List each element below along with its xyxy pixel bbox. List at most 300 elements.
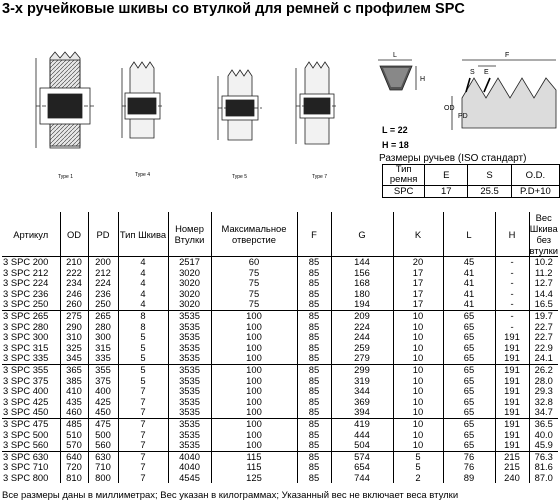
table-cell: 60	[211, 257, 297, 268]
table-cell: 100	[211, 397, 297, 408]
table-cell: 236	[88, 289, 118, 300]
table-cell: 710	[88, 462, 118, 473]
table-cell: 3 SPC 280	[3, 321, 49, 332]
belt-height-value: H = 18	[382, 140, 409, 150]
column-header: Тип Шкива	[118, 212, 168, 257]
groove-cell: 25.5	[468, 186, 512, 198]
table-row	[2, 364, 558, 375]
table-cell: 10	[393, 322, 443, 333]
table-cell: 85	[297, 310, 331, 321]
table-cell: 85	[297, 407, 331, 418]
table-cell: 5	[118, 343, 168, 354]
table-cell: 81.6	[529, 462, 558, 473]
table-cell: 3 SPC 400	[3, 386, 49, 397]
table-cell: 3 SPC 375	[3, 375, 49, 386]
table-cell: 3 SPC 224	[3, 278, 49, 289]
table-cell: 144	[331, 257, 393, 268]
table-cell: 191	[495, 397, 529, 408]
table-cell: 180	[331, 289, 393, 300]
table-cell: 4	[118, 257, 168, 268]
table-cell: 3535	[168, 430, 211, 441]
footnote: Все размеры даны в миллиметрах; Вес указан в килограммах; Указанный вес не включает веса втулки	[2, 490, 459, 501]
table-cell: 2	[393, 473, 443, 484]
table-cell: 345	[60, 353, 88, 364]
table-cell: 65	[443, 397, 495, 408]
groove-S-letter: S	[470, 69, 475, 76]
table-cell: 344	[331, 386, 393, 397]
table-cell: 10	[393, 310, 443, 321]
table-row	[2, 353, 558, 364]
table-cell: 500	[88, 430, 118, 441]
groove-header-cell: E	[425, 165, 468, 186]
table-cell: 100	[211, 343, 297, 354]
table-cell: 10	[393, 407, 443, 418]
column-header: OD	[60, 212, 88, 257]
table-cell: 65	[443, 322, 495, 333]
table-cell: 410	[60, 386, 88, 397]
table-cell: 4	[118, 289, 168, 300]
table-cell: 279	[331, 353, 393, 364]
table-cell: 444	[331, 430, 393, 441]
table-cell: 4	[118, 278, 168, 289]
table-cell: 335	[88, 353, 118, 364]
table-row	[2, 278, 558, 289]
table-cell: 400	[88, 386, 118, 397]
table-cell: 75	[211, 268, 297, 279]
table-cell: 28.0	[529, 376, 558, 387]
table-cell: 85	[297, 451, 331, 462]
table-cell: 720	[60, 462, 88, 473]
table-cell: 3535	[168, 353, 211, 364]
table-cell: 85	[297, 299, 331, 310]
belt-length-value: L = 22	[382, 125, 408, 135]
groove-header-cell: O.D.	[511, 165, 559, 186]
table-cell: 10	[393, 397, 443, 408]
table-cell: 191	[495, 440, 529, 451]
table-row	[2, 386, 558, 397]
table-cell: 435	[60, 397, 88, 408]
belt-profile-drawing	[378, 60, 416, 90]
table-cell: 85	[297, 322, 331, 333]
groove-F-letter: F	[505, 52, 510, 59]
belt-L-letter: L	[393, 52, 397, 59]
table-cell: 41	[443, 299, 495, 310]
table-cell: 41	[443, 289, 495, 300]
column-header: Вес Шкива без втулки	[529, 212, 558, 256]
table-cell: 100	[211, 332, 297, 343]
table-cell: 65	[443, 332, 495, 343]
table-cell: 3 SPC 250	[3, 299, 49, 310]
groove-table	[382, 164, 560, 198]
table-cell: 355	[88, 364, 118, 375]
table-cell: 10	[393, 386, 443, 397]
table-cell: 5	[393, 462, 443, 473]
table-cell: 240	[495, 473, 529, 484]
table-row	[2, 397, 558, 408]
table-cell: 17	[393, 268, 443, 279]
table-cell: 3 SPC 300	[3, 332, 49, 343]
table-cell: 210	[60, 257, 88, 268]
table-cell: 3535	[168, 397, 211, 408]
table-cell: 191	[495, 407, 529, 418]
table-cell: 630	[88, 451, 118, 462]
table-cell: 10	[393, 332, 443, 343]
table-cell: 560	[88, 440, 118, 451]
groove-header-cell: Тип ремня	[383, 165, 425, 186]
table-cell: 246	[60, 289, 88, 300]
table-cell: 7	[118, 440, 168, 451]
table-cell: 3 SPC 200	[3, 256, 49, 267]
table-cell: 744	[331, 473, 393, 484]
table-cell: 85	[297, 397, 331, 408]
column-header: Артикул	[2, 212, 60, 257]
table-cell: 75	[211, 299, 297, 310]
table-cell: 290	[60, 322, 88, 333]
pulley-type-5-drawing	[218, 70, 262, 140]
table-cell: 5	[393, 451, 443, 462]
table-cell: 800	[88, 473, 118, 484]
table-cell: 100	[211, 440, 297, 451]
table-row	[2, 462, 558, 473]
table-cell: 215	[495, 451, 529, 462]
table-cell: 17	[393, 289, 443, 300]
table-cell: 87.0	[529, 473, 558, 484]
table-cell: 319	[331, 376, 393, 387]
table-cell: 7	[118, 473, 168, 484]
table-cell: 3 SPC 630	[2, 451, 60, 462]
table-cell: 41	[443, 278, 495, 289]
groove-data-row	[383, 186, 560, 198]
table-cell: 234	[60, 278, 88, 289]
groove-header-row	[383, 165, 560, 186]
table-cell: 125	[211, 473, 297, 484]
table-cell: -	[495, 268, 529, 279]
column-header: F	[297, 212, 331, 257]
table-cell: 3020	[168, 299, 211, 310]
table-cell: 310	[60, 332, 88, 343]
table-cell: 8	[118, 322, 168, 333]
table-cell: 34.7	[529, 407, 558, 418]
table-cell: 3535	[168, 343, 211, 354]
table-cell: 14.4	[529, 289, 558, 300]
table-row	[2, 376, 558, 387]
table-cell: 3 SPC 355	[2, 364, 60, 375]
table-cell: 85	[297, 376, 331, 387]
table-cell: 3535	[168, 322, 211, 333]
table-cell: 4545	[168, 473, 211, 484]
table-cell: 3 SPC 710	[3, 462, 49, 473]
table-cell: 280	[88, 322, 118, 333]
table-cell: 5	[118, 353, 168, 364]
table-cell: 40.0	[529, 430, 558, 441]
table-cell: 17	[393, 299, 443, 310]
type-1-caption: Type 1	[58, 174, 74, 180]
table-cell: 215	[495, 462, 529, 473]
table-cell: 85	[297, 364, 331, 375]
table-cell: 3 SPC 236	[3, 288, 49, 299]
table-cell: 65	[443, 343, 495, 354]
table-cell: 65	[443, 364, 495, 375]
table-row	[2, 257, 558, 268]
table-cell: 85	[297, 343, 331, 354]
table-cell: 36.5	[529, 418, 558, 429]
pulley-type-1-drawing	[36, 52, 95, 148]
groove-cell: 17	[425, 186, 468, 198]
table-cell: 85	[297, 462, 331, 473]
table-cell: 65	[443, 310, 495, 321]
table-cell: 3020	[168, 278, 211, 289]
table-cell: 194	[331, 299, 393, 310]
table-cell: 10	[393, 418, 443, 429]
pulley-type-4-drawing	[122, 62, 164, 138]
table-cell: 3 SPC 560	[3, 440, 49, 451]
table-cell: 12.7	[529, 278, 558, 289]
table-cell: 10	[393, 343, 443, 354]
table-cell: 100	[211, 376, 297, 387]
table-cell: 299	[331, 364, 393, 375]
table-cell: 212	[88, 268, 118, 279]
table-cell: 3 SPC 425	[3, 396, 49, 407]
table-cell: 485	[60, 418, 88, 429]
table-cell: 504	[331, 440, 393, 451]
table-cell: 654	[331, 462, 393, 473]
table-cell: 85	[297, 473, 331, 484]
table-row	[2, 268, 558, 279]
table-header-row	[2, 212, 558, 257]
column-header: G	[331, 212, 393, 257]
table-cell: 3535	[168, 364, 211, 375]
table-cell: 22.7	[529, 322, 558, 333]
table-cell: 75	[211, 289, 297, 300]
table-cell: 7	[118, 451, 168, 462]
table-cell: 191	[495, 364, 529, 375]
table-cell: 3020	[168, 289, 211, 300]
table-cell: 450	[88, 407, 118, 418]
table-cell: 224	[88, 278, 118, 289]
table-cell: 3535	[168, 310, 211, 321]
table-cell: 22.9	[529, 343, 558, 354]
table-cell: 3535	[168, 332, 211, 343]
groove-cell: P.D+10	[511, 186, 559, 198]
table-cell: 385	[60, 376, 88, 387]
table-cell: 4040	[168, 451, 211, 462]
groove-header-cell: S	[468, 165, 512, 186]
table-cell: 3535	[168, 418, 211, 429]
table-body	[2, 257, 558, 484]
table-cell: 200	[88, 257, 118, 268]
table-cell: 65	[443, 376, 495, 387]
table-cell: 2517	[168, 257, 211, 268]
table-cell: 244	[331, 332, 393, 343]
table-cell: 375	[88, 376, 118, 387]
table-cell: 100	[211, 407, 297, 418]
table-cell: 89	[443, 473, 495, 484]
table-cell: 65	[443, 407, 495, 418]
page-title: 3-х ручейковые шкивы со втулкой для ремней с профилем SPC	[2, 1, 465, 17]
table-cell: 76	[443, 451, 495, 462]
table-cell: 85	[297, 440, 331, 451]
table-row	[2, 299, 558, 310]
table-cell: 3 SPC 315	[3, 342, 49, 353]
table-cell: 76.3	[529, 451, 558, 462]
table-cell: 300	[88, 332, 118, 343]
table-row	[2, 322, 558, 333]
table-cell: 191	[495, 386, 529, 397]
table-cell: 265	[88, 310, 118, 321]
groove-E-letter: E	[484, 69, 489, 76]
table-cell: 3 SPC 475	[2, 418, 60, 429]
table-row	[2, 451, 558, 462]
table-cell: 7	[118, 397, 168, 408]
column-header: H	[495, 212, 529, 257]
table-cell: 475	[88, 418, 118, 429]
table-cell: 419	[331, 418, 393, 429]
table-cell: 394	[331, 407, 393, 418]
table-cell: 7	[118, 430, 168, 441]
table-cell: 3 SPC 500	[3, 429, 49, 440]
table-cell: 156	[331, 268, 393, 279]
table-cell: 222	[60, 268, 88, 279]
table-cell: 65	[443, 418, 495, 429]
table-cell: 41	[443, 268, 495, 279]
table-cell: 85	[297, 268, 331, 279]
table-cell: 85	[297, 289, 331, 300]
table-cell: -	[495, 322, 529, 333]
table-cell: 325	[60, 343, 88, 354]
table-cell: 16.5	[529, 299, 558, 310]
table-cell: -	[495, 289, 529, 300]
table-cell: 100	[211, 418, 297, 429]
table-cell: 191	[495, 376, 529, 387]
table-cell: 19.7	[529, 310, 558, 321]
table-row	[2, 407, 558, 418]
table-cell: 85	[297, 430, 331, 441]
table-cell: 315	[88, 343, 118, 354]
table-cell: 7	[118, 462, 168, 473]
table-cell: -	[495, 310, 529, 321]
table-cell: 85	[297, 332, 331, 343]
table-cell: 3 SPC 265	[2, 310, 60, 321]
table-row	[2, 289, 558, 300]
table-cell: 250	[88, 299, 118, 310]
table-cell: -	[495, 299, 529, 310]
table-row	[2, 430, 558, 441]
column-header: Максимальное отверстие	[211, 212, 297, 257]
table-cell: 24.1	[529, 353, 558, 364]
table-cell: 810	[60, 473, 88, 484]
table-cell: 7	[118, 418, 168, 429]
table-row	[2, 332, 558, 343]
table-cell: 3020	[168, 268, 211, 279]
belt-H-letter: H	[420, 76, 426, 83]
table-cell: 5	[118, 376, 168, 387]
table-cell: 3535	[168, 440, 211, 451]
type-4-caption: Type 4	[135, 172, 151, 178]
table-cell: 65	[443, 430, 495, 441]
table-cell: 365	[60, 364, 88, 375]
type-5-caption: Type 5	[232, 174, 248, 180]
table-cell: 29.3	[529, 386, 558, 397]
table-cell: 10	[393, 364, 443, 375]
table-cell: 32.8	[529, 397, 558, 408]
table-cell: 3535	[168, 407, 211, 418]
table-cell: -	[495, 278, 529, 289]
table-cell: 85	[297, 257, 331, 268]
table-cell: 100	[211, 386, 297, 397]
table-cell: 224	[331, 322, 393, 333]
table-cell: 75	[211, 278, 297, 289]
table-cell: 17	[393, 278, 443, 289]
groove-cell: SPC	[383, 186, 425, 198]
table-cell: 3 SPC 450	[3, 407, 49, 418]
table-cell: 10	[393, 430, 443, 441]
table-cell: 100	[211, 353, 297, 364]
table-cell: 11.2	[529, 268, 558, 279]
table-cell: 100	[211, 310, 297, 321]
table-cell: 191	[495, 418, 529, 429]
table-cell: 85	[297, 418, 331, 429]
table-cell: 425	[88, 397, 118, 408]
table-cell: 65	[443, 386, 495, 397]
table-cell: -	[495, 257, 529, 268]
table-cell: 510	[60, 430, 88, 441]
table-cell: 65	[443, 440, 495, 451]
column-header: K	[393, 212, 443, 257]
table-cell: 275	[60, 310, 88, 321]
table-row	[2, 418, 558, 429]
table-cell: 65	[443, 353, 495, 364]
table-cell: 85	[297, 353, 331, 364]
table-cell: 10	[393, 440, 443, 451]
table-cell: 191	[495, 430, 529, 441]
column-header: Номер Втулки	[168, 212, 211, 257]
table-cell: 100	[211, 322, 297, 333]
table-cell: 100	[211, 430, 297, 441]
table-cell: 3 SPC 335	[3, 353, 49, 364]
table-cell: 570	[60, 440, 88, 451]
table-cell: 4040	[168, 462, 211, 473]
table-cell: 5	[118, 364, 168, 375]
table-cell: 3535	[168, 386, 211, 397]
table-row	[2, 473, 558, 484]
table-cell: 85	[297, 386, 331, 397]
table-cell: 20	[393, 257, 443, 268]
table-cell: 640	[60, 451, 88, 462]
table-row	[2, 343, 558, 354]
table-cell: 5	[118, 332, 168, 343]
table-cell: 100	[211, 364, 297, 375]
table-cell: 4	[118, 268, 168, 279]
table-cell: 260	[60, 299, 88, 310]
table-cell: 460	[60, 407, 88, 418]
groove-table-caption: Размеры ручьев (ISO стандарт)	[379, 153, 527, 164]
table-cell: 10.2	[529, 257, 558, 268]
table-cell: 8	[118, 310, 168, 321]
pulley-type-7-drawing	[296, 62, 338, 144]
table-cell: 191	[495, 332, 529, 343]
table-row	[2, 440, 558, 451]
column-header: PD	[88, 212, 118, 257]
groove-PD-letter: PD	[458, 113, 468, 120]
table-cell: 22.7	[529, 332, 558, 343]
table-cell: 4	[118, 299, 168, 310]
groove-OD-letter: OD	[444, 105, 455, 112]
table-cell: 85	[297, 278, 331, 289]
table-cell: 10	[393, 376, 443, 387]
table-cell: 191	[495, 353, 529, 364]
type-7-caption: Type 7	[312, 174, 328, 180]
table-cell: 45	[443, 257, 495, 268]
